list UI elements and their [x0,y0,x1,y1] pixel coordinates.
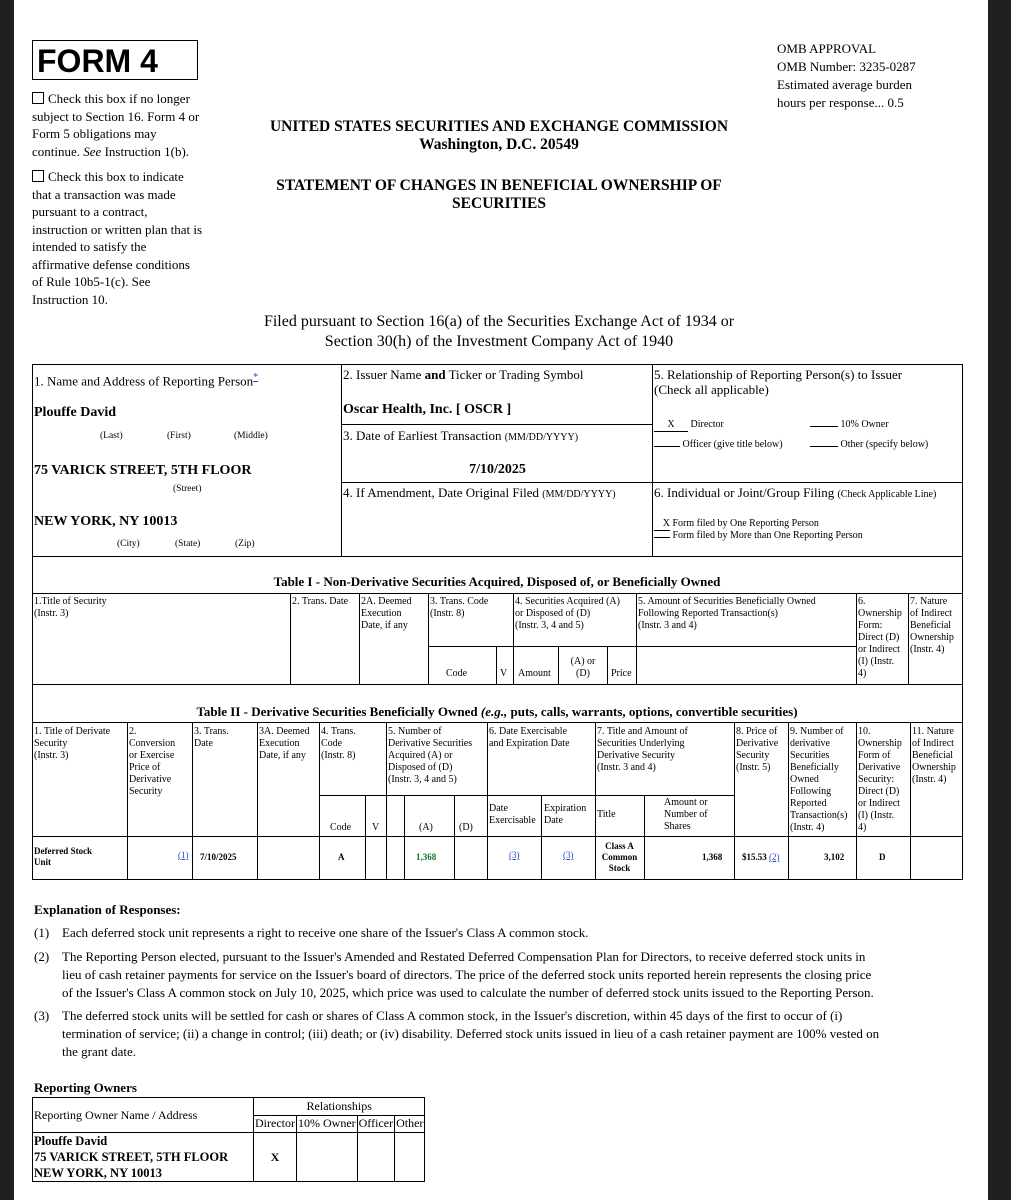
box2-label: 2. Issuer Name and Ticker or Trading Symbol [343,367,584,382]
checkbox-10b5[interactable] [32,170,44,182]
tenpct-checkline: 10% Owner [810,419,889,431]
label-zip: (Zip) [235,539,255,549]
director-checkline: X Director [654,419,724,432]
owners-col-other: Other [395,1115,425,1133]
t1-col-acquired: 4. Securities Acquired (A) or Disposed of (D) (Instr. 3, 4 and 5) [515,596,620,631]
earliest-transaction-date: 7/10/2025 [469,462,526,477]
agency-header: UNITED STATES SECURITIES AND EXCHANGE COMMISSION Washington, D.C. 20549 [269,118,729,153]
label-first: (First) [167,431,191,441]
t2-row-exp-note[interactable]: (3) [563,850,574,860]
t2-sub-d: (D) [459,822,473,833]
owners-col-tenpct: 10% Owner [296,1115,357,1133]
t2-sub-a: (A) [419,822,433,833]
t2-row-form: D [879,852,886,862]
t2-sub-exp: Expiration Date [544,803,587,826]
owners-row-director: X [254,1133,297,1182]
checkbox-section16[interactable] [32,92,44,104]
label-city: (City) [117,539,140,549]
table2-title: Table II - Derivative Securities Beneficially Owned (e.g., puts, calls, warrants, options, convertible securities) [196,704,798,719]
t2-sub-amt: Amount or Number of Shares [664,797,708,832]
label-street: (Street) [173,484,202,494]
t2-row-owned: 3,102 [824,852,845,862]
t2-row-code: A [338,852,345,862]
t2-row-title: Class A Common Stock [601,841,638,873]
t2-col-conversion: 2. Conversion or Exercise Price of Derivative Security [129,726,176,797]
box3-label: 3. Date of Earliest Transaction (MM/DD/YYYY) [343,428,579,443]
box4-label: 4. If Amendment, Date Original Filed (MM/DD/YYYY) [343,485,616,500]
reporting-street: 75 VARICK STREET, 5TH FLOOR [34,463,252,478]
fn2-text: The Reporting Person elected, pursuant to the Issuer's Amended and Restated Deferred Compensation Plan for Directors, to receive deferred stock units in lieu of cash retainer payments for service on the Issuer's board of directors. The price of the deferred stock units reported herein represents the closing price of the Issuer's Class A common stock on July 10, 2025, which price was used to calculate the number of deferred stock units issued to the Reporting Person. [62,949,874,1000]
t1-sub-aord: (A) or (D) [570,656,596,679]
t2-col-underlying: 7. Title and Amount of Securities Underlying Derivative Security (Instr. 3 and 4) [597,726,688,773]
box1-label: 1. Name and Address of Reporting Person* [34,372,259,389]
owners-col-name: Reporting Owner Name / Address [33,1098,254,1133]
t1-col-nature: 7. Nature of Indirect Beneficial Ownership (Instr. 4) [910,596,954,655]
t2-sub-v: V [372,822,380,833]
t1-col-transdate: 2. Trans. Date [292,596,349,607]
check-box-10b5: Check this box to indicate that a transaction was made pursuant to a contract, instruction or written plan that is intended to satisfy the affirmative defense conditions of Rule 10b5-1(c). See Instruction 10. [32,169,203,307]
label-last: (Last) [100,431,123,441]
officer-checkline: Officer (give title below) [654,439,783,451]
t2-col-price: 8. Price of Derivative Security (Instr. 5) [736,726,779,773]
t2-row-price: $15.53 (2) [742,852,780,862]
issuer-name: Oscar Health, Inc. [ OSCR ] [343,402,512,417]
t1-col-ownership: 6. Ownership Form: Direct (D) or Indirect (I) (Instr. 4) [858,596,902,679]
fn1-num: (1) [34,925,50,940]
t2-row-security: Deferred Stock Unit [34,846,93,867]
t1-sub-price: Price [611,668,632,679]
omb-approval: OMB APPROVAL OMB Number: 3235-0287 Estimated average burden hours per response... 0.5 [777,41,916,110]
statement-header: STATEMENT OF CHANGES IN BENEFICIAL OWNERSHIP OF SECURITIES [276,177,722,212]
t2-row-shares: 1,368 [702,852,723,862]
fn3-num: (3) [34,1008,50,1023]
table1-title: Table I - Non-Derivative Securities Acquired, Disposed of, or Beneficially Owned [273,574,721,589]
t2-col-ownership: 10. Ownership Form of Derivative Security: Direct (D) or Indirect (I) (Instr. 4) [858,726,902,833]
t2-sub-title: Title [597,809,616,820]
t1-col-title: 1.Title of Security (Instr. 3) [34,596,107,619]
t1-sub-amount: Amount [518,668,551,679]
t2-sub-date-ex: Date Exercisable [489,803,536,826]
t1-col-deemed: 2A. Deemed Execution Date, if any [361,596,412,631]
filed-pursuant: Filed pursuant to Section 16(a) of the Securities Exchange Act of 1934 or Section 30(h) of the Investment Company Act of 1940 [263,313,735,350]
t2-col-title: 1. Title of Derivate Security (Instr. 3) [34,726,111,761]
more-persons-checkline: Form filed by More than One Reporting Person [654,530,863,542]
t2-row-conv-note[interactable]: (1) [178,850,189,860]
owners-table [32,1097,425,1182]
reporting-person-name: Plouffe David [34,405,117,420]
t2-col-transdate: 3. Trans. Date [194,726,229,749]
t1-sub-v: V [500,668,508,679]
label-middle: (Middle) [234,431,268,441]
fn1-text: Each deferred stock unit represents a right to receive one share of the Issuer's Class A common stock. [62,925,589,940]
t2-sub-code: Code [330,822,352,833]
t2-row-acquired: 1,368 [416,852,437,862]
check-box-section16: Check this box if no longer subject to Section 16. Form 4 or Form 5 obligations may continue. See Instruction 1(b). [32,91,200,159]
owners-col-director: Director [254,1115,297,1133]
t1-col-code: 3. Trans. Code (Instr. 8) [430,596,489,619]
t1-col-amount-owned: 5. Amount of Securities Beneficially Owned Following Reported Transaction(s) (Instr. 3 and 4) [638,596,816,631]
box6-label: 6. Individual or Joint/Group Filing (Check Applicable Line) [654,485,937,500]
reporting-city: NEW YORK, NY 10013 [34,514,178,529]
t1-sub-code: Code [446,668,468,679]
label-state: (State) [175,539,201,549]
t2-col-nature: 11. Nature of Indirect Beneficial Ownership (Instr. 4) [912,726,956,785]
owners-heading: Reporting Owners [34,1080,137,1095]
t2-col-number: 5. Number of Derivative Securities Acquired (A) or Disposed of (D) (Instr. 3, 4 and 5) [388,726,473,785]
t2-row-date-ex-note[interactable]: (3) [509,850,520,860]
t2-row-date: 7/10/2025 [200,852,237,862]
form-page [14,0,988,1200]
t2-col-dates: 6. Date Exercisable and Expiration Date [489,726,570,749]
form-title: FORM 4 [32,40,198,80]
t2-col-code: 4. Trans. Code (Instr. 8) [321,726,356,761]
other-checkline: Other (specify below) [810,439,928,451]
owners-row-name: Plouffe David 75 VARICK STREET, 5TH FLOOR NEW YORK, NY 10013 [33,1133,254,1182]
owners-col-officer: Officer [357,1115,394,1133]
t2-col-deemed: 3A. Deemed Execution Date, if any [259,726,310,761]
owners-relationships: Relationships [254,1098,425,1116]
fn3-text: The deferred stock units will be settled for cash or shares of Class A common stock, in the Issuer's discretion, within 45 days of the first to occur of (i) termination of service; (ii) a change in control; (iii) death; or (iv) disability. Deferred stock units issued in lieu of a cash retainer payment are 100% vested on the grant date. [62,1008,880,1059]
t2-col-number-owned: 9. Number of derivative Securities Beneficially Owned Following Reported Transaction(s) (Instr. 4) [790,726,848,833]
explanation-heading: Explanation of Responses: [34,902,181,917]
one-person-checkline: X Form filed by One Reporting Person [654,518,819,531]
box5-label: 5. Relationship of Reporting Person(s) to Issuer (Check all applicable) [654,367,903,397]
fn2-num: (2) [34,949,50,964]
